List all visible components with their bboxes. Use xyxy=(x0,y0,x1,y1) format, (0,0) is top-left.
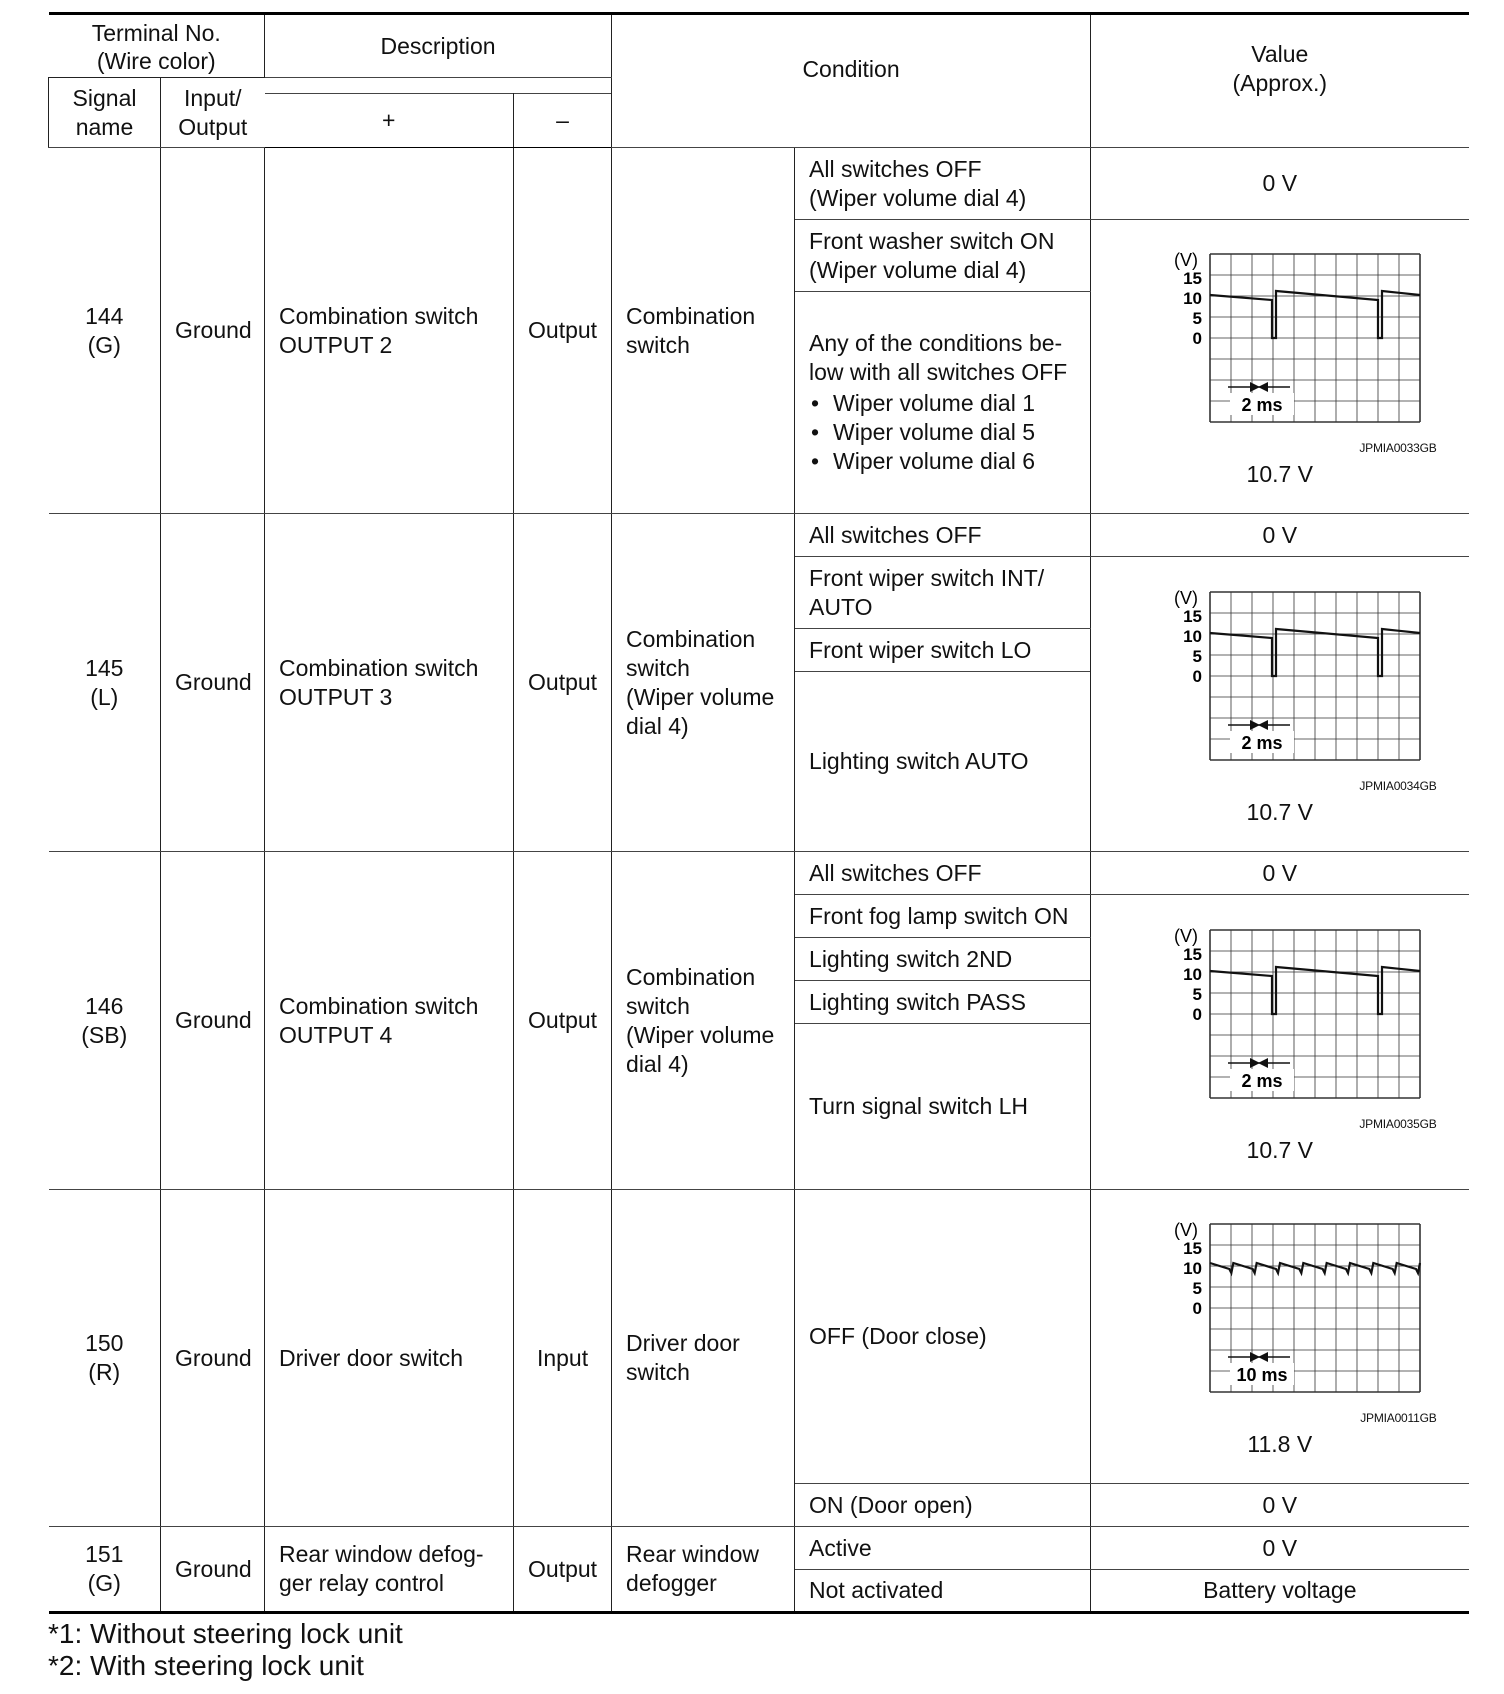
graph-tick-label: 5 xyxy=(1192,309,1202,328)
figure-id: JPMIA0011GB xyxy=(1360,1411,1437,1425)
terminal-plus: 145 (L) xyxy=(49,514,161,852)
time-marker xyxy=(1228,382,1290,392)
value-cell: 0 V xyxy=(1091,852,1469,895)
header-value: Value (Approx.) xyxy=(1091,14,1469,148)
time-scale-label: 2 ms xyxy=(1241,732,1283,753)
value-cell: Battery voltage xyxy=(1091,1570,1469,1613)
condition-detail: Front fog lamp switch ON xyxy=(795,895,1091,938)
header-terminal-no: Terminal No. (Wire color) xyxy=(49,14,265,78)
value-graph-cell xyxy=(1091,1190,1469,1484)
condition-detail: Front wiper switch INT/ AUTO xyxy=(795,557,1091,629)
condition-main: Driver door switch xyxy=(612,1190,795,1527)
condition-main: Rear window defogger xyxy=(612,1527,795,1613)
condition-bullet: • Wiper volume dial 1 xyxy=(809,389,1076,418)
terminal-minus: Ground xyxy=(161,852,265,1190)
terminal-plus: 150 (R) xyxy=(49,1190,161,1527)
graph-tick-label: 0 xyxy=(1192,666,1202,686)
figure-id: JPMIA0034GB xyxy=(1359,778,1437,793)
condition-detail: All switches OFF xyxy=(795,514,1091,557)
terminal-minus: Ground xyxy=(161,148,265,514)
signal-name: Rear window defog- ger relay control xyxy=(265,1527,514,1613)
condition-detail xyxy=(795,292,1091,514)
oscilloscope-graph xyxy=(1130,582,1430,782)
condition-bullet: • Wiper volume dial 5 xyxy=(809,418,1076,447)
time-marker xyxy=(1228,720,1290,730)
condition-detail: Turn signal switch LH xyxy=(795,1024,1091,1190)
graph-tick-label: 5 xyxy=(1192,984,1202,1004)
condition-detail: Active xyxy=(795,1527,1091,1570)
condition-bullets xyxy=(809,389,1076,476)
graph-unit-label: (V) xyxy=(1173,587,1198,608)
time-scale-label: 2 ms xyxy=(1241,395,1283,415)
oscilloscope-graph xyxy=(1130,920,1430,1120)
condition-detail: Not activated xyxy=(795,1570,1091,1613)
value-reading: 10.7 V xyxy=(1246,1136,1314,1163)
condition-detail: Lighting switch PASS xyxy=(795,981,1091,1024)
condition-bullet: • Wiper volume dial 6 xyxy=(809,447,1076,476)
header-minus: – xyxy=(514,94,612,148)
value-reading: 10.7 V xyxy=(1246,461,1314,487)
graph-tick-label: 10 xyxy=(1182,964,1202,984)
graph-tick-label: 15 xyxy=(1182,269,1202,288)
graph-tick-label: 0 xyxy=(1192,329,1202,348)
header-signal-name: Signal name xyxy=(49,78,161,148)
terminal-plus: 146 (SB) xyxy=(49,852,161,1190)
header-plus: + xyxy=(265,94,514,148)
graph-unit-label: (V) xyxy=(1173,250,1198,270)
graph-tick-label: 0 xyxy=(1192,1299,1202,1318)
terminal-minus: Ground xyxy=(161,1190,265,1527)
graph-unit-label: (V) xyxy=(1173,1220,1198,1240)
terminal-minus: Ground xyxy=(161,514,265,852)
footnotes xyxy=(48,1618,1468,1682)
footnote: *2: With steering lock unit xyxy=(48,1650,364,1681)
time-scale-label: 10 ms xyxy=(1236,1365,1288,1385)
condition-detail: ON (Door open) xyxy=(795,1484,1091,1527)
oscilloscope-graph xyxy=(1130,1214,1430,1414)
terminal-spec-sheet xyxy=(48,12,1468,1682)
input-output: Output xyxy=(514,1527,612,1613)
graph-tick-label: 5 xyxy=(1192,1279,1202,1298)
condition-detail: Front washer switch ON (Wiper volume dial 4) xyxy=(795,220,1091,292)
value-reading: 10.7 V xyxy=(1246,798,1314,825)
input-output: Output xyxy=(514,148,612,514)
time-marker xyxy=(1228,1352,1290,1362)
condition-detail: All switches OFF xyxy=(795,852,1091,895)
signal-name: Combination switch OUTPUT 4 xyxy=(265,852,514,1190)
graph-tick-label: 15 xyxy=(1182,1239,1202,1258)
condition-detail: Lighting switch 2ND xyxy=(795,938,1091,981)
graph-tick-label: 5 xyxy=(1192,646,1202,666)
graph-tick-label: 0 xyxy=(1192,1004,1202,1024)
graph-unit-label: (V) xyxy=(1173,925,1198,946)
value-cell: 0 V xyxy=(1091,514,1469,557)
condition-text: Any of the conditions be- low with all switches OFF xyxy=(809,330,1068,385)
time-marker xyxy=(1228,1058,1290,1068)
signal-name: Driver door switch xyxy=(265,1190,514,1527)
condition-main: Combination switch xyxy=(612,148,795,514)
figure-id: JPMIA0033GB xyxy=(1359,441,1437,455)
value-graph-cell xyxy=(1091,220,1469,514)
signal-name: Combination switch OUTPUT 2 xyxy=(265,148,514,514)
graph-tick-label: 15 xyxy=(1182,944,1202,964)
oscilloscope-graph xyxy=(1130,244,1430,444)
graph-tick-label: 15 xyxy=(1182,606,1202,626)
value-reading: 11.8 V xyxy=(1247,1431,1313,1457)
header-description: Description xyxy=(265,14,612,78)
footnote: *1: Without steering lock unit xyxy=(48,1618,403,1649)
header-input-output: Input/ Output xyxy=(161,78,265,148)
value-graph-cell xyxy=(1091,895,1469,1190)
condition-detail: Lighting switch AUTO xyxy=(795,672,1091,852)
input-output: Output xyxy=(514,852,612,1190)
condition-detail: OFF (Door close) xyxy=(795,1190,1091,1484)
condition-main: Combination switch (Wiper volume dial 4) xyxy=(612,852,795,1190)
figure-id: JPMIA0035GB xyxy=(1359,1116,1437,1131)
terminal-plus: 151 (G) xyxy=(49,1527,161,1613)
condition-detail: Front wiper switch LO xyxy=(795,629,1091,672)
time-scale-label: 2 ms xyxy=(1241,1070,1283,1091)
value-graph-cell xyxy=(1091,557,1469,852)
input-output: Output xyxy=(514,514,612,852)
terminal-minus: Ground xyxy=(161,1527,265,1613)
graph-tick-label: 10 xyxy=(1182,626,1202,646)
value-cell: 0 V xyxy=(1091,1484,1469,1527)
condition-main: Combination switch (Wiper volume dial 4) xyxy=(612,514,795,852)
graph-tick-label: 10 xyxy=(1182,289,1202,308)
signal-name: Combination switch OUTPUT 3 xyxy=(265,514,514,852)
graph-tick-label: 10 xyxy=(1182,1259,1202,1278)
input-output: Input xyxy=(514,1190,612,1527)
header-condition: Condition xyxy=(612,14,1091,148)
condition-detail: All switches OFF (Wiper volume dial 4) xyxy=(795,148,1091,220)
terminal-table xyxy=(48,12,1469,1614)
value-cell: 0 V xyxy=(1091,148,1469,220)
terminal-plus: 144 (G) xyxy=(49,148,161,514)
value-cell: 0 V xyxy=(1091,1527,1469,1570)
